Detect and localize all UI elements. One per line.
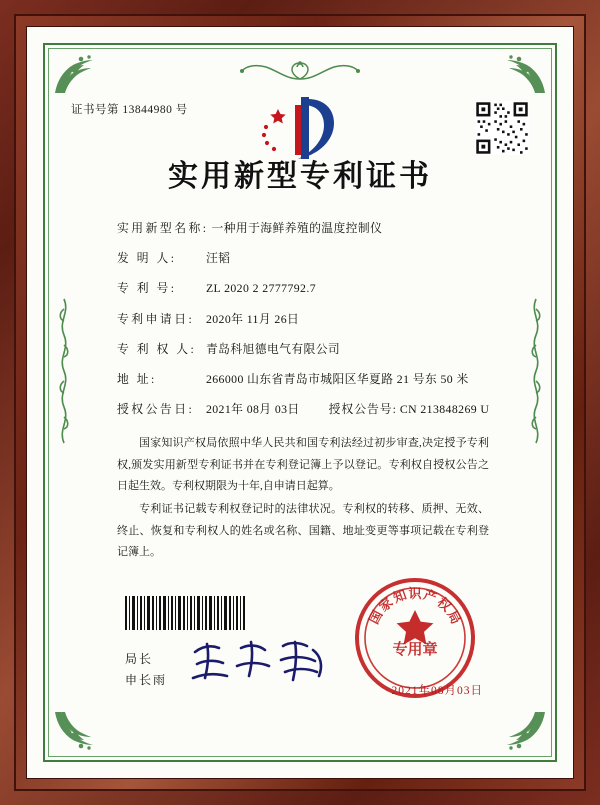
svg-text:家: 家 — [376, 595, 397, 616]
legal-paragraphs — [71, 433, 529, 564]
field-label: 专利申请日: — [117, 311, 195, 326]
barcode-icon — [125, 596, 245, 630]
field-value: ZL 2020 2 2777792.7 — [205, 281, 317, 296]
svg-text:权: 权 — [433, 595, 454, 616]
field-label: 专 利 号: — [117, 281, 177, 296]
field-value: 266000 山东省青岛市城阳区华夏路 21 号东 50 米 — [205, 372, 469, 387]
signature-block — [125, 649, 167, 690]
field-value: 2020年 11月 26日 — [205, 311, 300, 326]
svg-text:识: 识 — [408, 587, 422, 602]
svg-text:专用章: 专用章 — [392, 640, 438, 658]
legal-paragraph-2: 专利证书记载专利权登记时的法律状况。专利权的转移、质押、无效、终止、恢复和专利权人的姓名或名称、国籍、地址变更等事项记载在专利登记簿上。 — [117, 503, 489, 559]
field-label: 专 利 权 人: — [117, 341, 197, 356]
field-label: 实用新型名称: — [117, 221, 209, 235]
qr-code-icon — [475, 101, 529, 155]
field-row-patent-no — [117, 281, 509, 296]
field-row-name — [117, 221, 509, 236]
svg-text:局: 局 — [443, 608, 464, 627]
svg-text:国: 国 — [366, 608, 387, 627]
field-value: 汪韬 — [205, 251, 231, 266]
field-label: 授权公告日: — [117, 402, 195, 417]
legal-paragraph-1: 国家知识产权局依照中华人民共和国专利法经过初步审查,决定授予专利权,颁发实用新型专利证书并在专利登记簿上予以登记。专利权自授权公告之日起生效。专利权期限为十年,自申请日起算。 — [117, 437, 489, 493]
frame-bevel — [14, 14, 586, 791]
frame-inner-line — [26, 26, 574, 779]
seal-date: 2021年08月03日 — [391, 685, 483, 697]
certificate-content — [71, 83, 529, 738]
field-value: 青岛科旭德电气有限公司 — [205, 341, 341, 356]
field-row-inventor — [117, 251, 509, 266]
field-value: 2021年 08月 03日 — [205, 402, 300, 417]
field-row-address — [117, 372, 509, 387]
field-row-grant — [117, 402, 509, 417]
field-value-secondary: CN 213848269 U — [399, 402, 490, 417]
field-value: 一种用于海鲜养殖的温度控制仪 — [211, 221, 383, 235]
director-name-label: 申长雨 — [125, 672, 168, 687]
handwritten-signature-icon — [189, 636, 327, 688]
field-row-patentee — [117, 342, 509, 357]
svg-text:知: 知 — [391, 587, 409, 607]
certificate-title: 实用新型专利证书 — [168, 159, 432, 194]
field-list — [71, 221, 529, 417]
field-label: 发 明 人: — [117, 251, 177, 266]
certificate-paper — [27, 27, 573, 778]
field-row-application-date — [117, 312, 509, 327]
certificate-number: 证书号第 13844980 号 — [71, 104, 188, 116]
svg-text:产: 产 — [421, 587, 439, 607]
director-title-label: 局长 — [125, 652, 154, 667]
field-label: 地 址: — [117, 372, 157, 387]
top-scroll-ornament-icon — [205, 57, 395, 83]
field-label-secondary: 授权公告号: — [328, 402, 397, 417]
sipo-logo-icon — [252, 93, 348, 165]
